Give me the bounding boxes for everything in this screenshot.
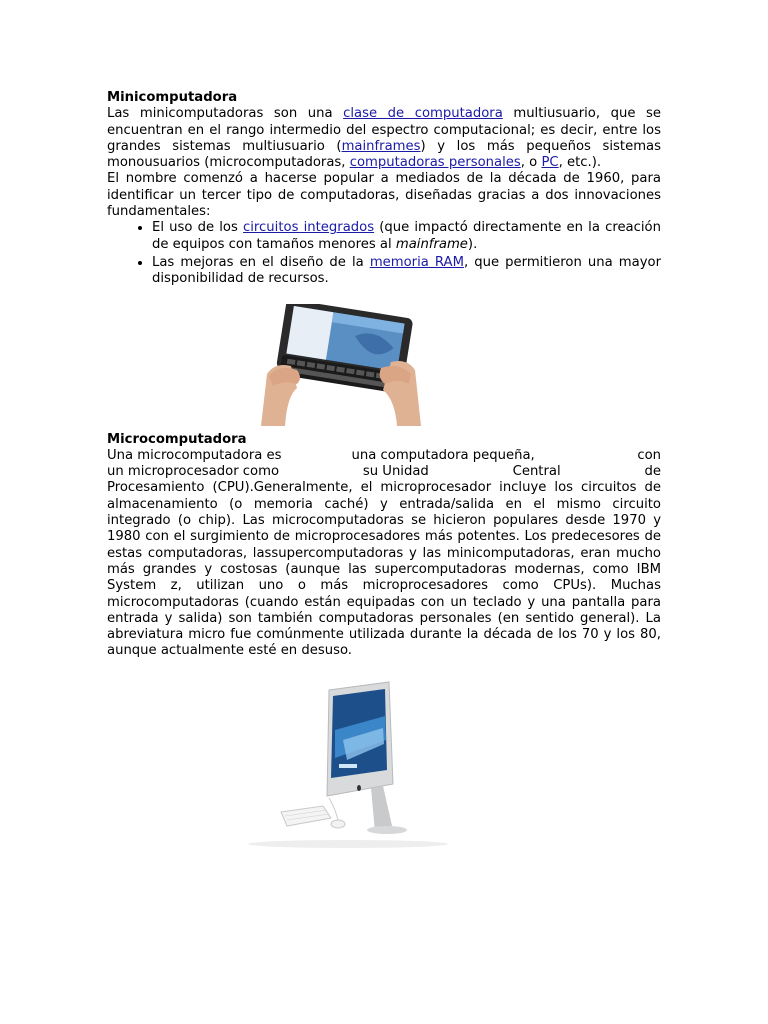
- text-span: un microprocesador como: [107, 464, 280, 480]
- list-item: [152, 255, 661, 288]
- text-span: Central: [512, 464, 561, 480]
- microcomputadora-line-1: [107, 448, 661, 464]
- text-span: , que permitieron una mayor disponibilidad de recursos.: [152, 254, 662, 287]
- text-span: multiusuario, que se encuentran en el rango intermedio del espectro computacional; es decir, entre los grandes sistemas multiusuario (: [107, 106, 662, 154]
- text-span: una computadora pequeña,: [351, 447, 535, 463]
- text-span: Las mejoras en el diseño de la: [152, 254, 370, 270]
- link-circuitos-integrados[interactable]: circuitos integrados: [243, 220, 375, 236]
- text-span: de: [644, 464, 661, 480]
- link-mainframes[interactable]: mainframes: [341, 138, 421, 154]
- text-span: El uso de los: [152, 220, 244, 236]
- emphasis-mainframe: mainframe: [395, 236, 468, 252]
- link-clase-de-computadora[interactable]: clase de computadora: [343, 106, 503, 122]
- list-item: [152, 220, 661, 253]
- microcomputadora-line-2: [107, 464, 661, 480]
- document-body: [107, 90, 661, 850]
- text-span: ).: [467, 236, 478, 252]
- desktop-computer-image: [243, 680, 453, 850]
- handheld-minicomputer-image: [257, 304, 425, 426]
- text-span: Una microcomputadora es: [107, 447, 282, 463]
- link-pc[interactable]: PC: [541, 155, 559, 171]
- link-memoria-ram[interactable]: memoria RAM: [369, 254, 464, 270]
- text-span: Las minicomputadoras son una: [107, 106, 344, 122]
- text-span: ) y los más pequeños sistemas monousuarios (microcomputadoras,: [107, 138, 661, 171]
- minicomputadora-paragraph-2: El nombre comenzó a hacerse popular a mediados de la década de 1960, para identificar un tercer tipo de computadoras, diseñadas gracias a dos innovaciones fundamentales:: [107, 171, 661, 220]
- microcomputadora-heading: Microcomputadora: [107, 431, 247, 447]
- minicomputadora-heading: Minicomputadora: [107, 90, 238, 105]
- minicomputadora-paragraph-1: [107, 106, 661, 171]
- text-span: , etc.).: [558, 155, 602, 171]
- text-span: , o: [520, 155, 542, 171]
- innovations-list: [107, 220, 661, 287]
- text-span: con: [637, 447, 661, 463]
- microcomputadora-paragraph: Procesamiento (CPU).Generalmente, el microprocesador incluye los circuitos de almacenamiento (o memoria caché) y entrada/salida en el mismo circuito integrado (o chip). Las microcomputadoras se hicieron populares desde 1970 y 1980 con el surgimiento de microprocesadores más potentes. Los predecesores de estas computadoras, lassupercomputadoras y las minicomputadoras, eran mucho más grandes y costosas (aunque las supercomputadoras modernas, como IBM System z, utilizan uno o más microprocesadores como CPUs). Muchas microcomputadoras (cuando están equipadas con un teclado y una pantalla para entrada y salida) son también computadoras personales (en sentido general). La abreviatura micro fue comúnmente utilizada durante la década de los 70 y los 80, aunque actualmente esté en desuso.: [107, 480, 661, 659]
- text-span: (que impactó directamente en la creación de equipos con tamaños menores al: [152, 220, 661, 252]
- link-computadoras-personales[interactable]: computadoras personales: [349, 155, 521, 171]
- text-span: su Unidad: [362, 464, 429, 480]
